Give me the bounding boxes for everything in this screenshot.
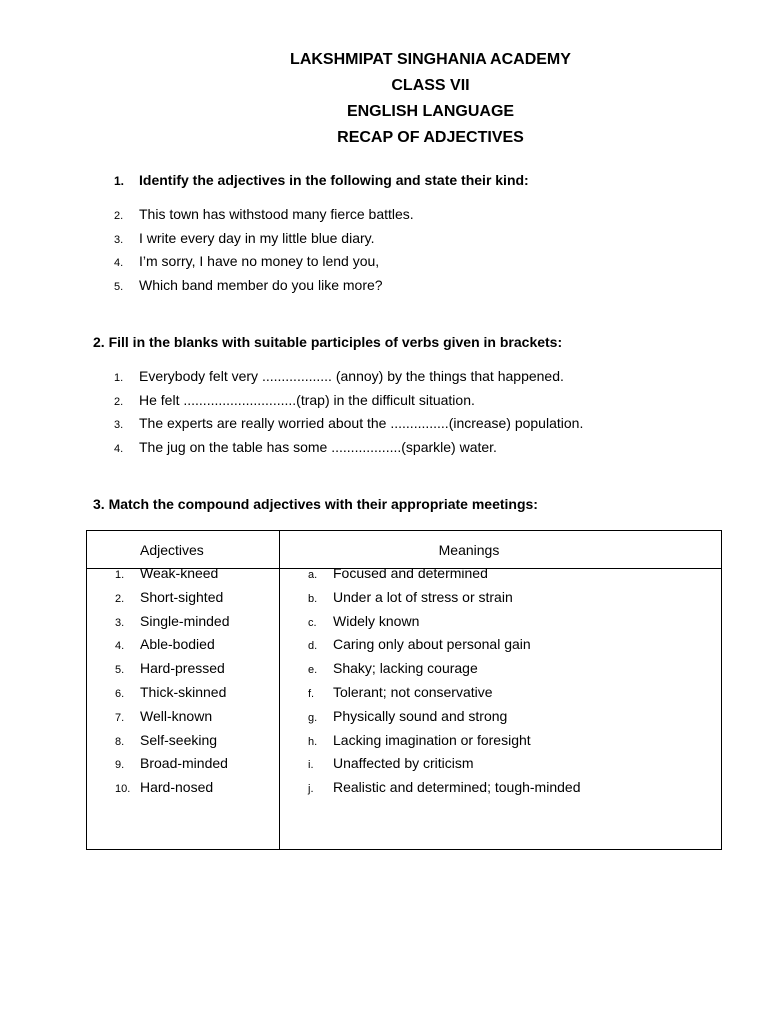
list-item	[114, 436, 583, 460]
table-row	[115, 564, 230, 588]
adjective-text: Self-seeking	[140, 731, 218, 748]
row-number: 10.	[115, 783, 131, 796]
table-row	[308, 635, 580, 659]
row-number: 2.	[115, 592, 125, 605]
table-row	[115, 683, 230, 707]
adjective-text: Hard-nosed	[140, 779, 214, 796]
item-number: 1.	[114, 372, 124, 384]
row-number: 4.	[115, 640, 125, 653]
adjectives-column-header: Adjectives	[140, 542, 204, 558]
adjectives-column	[115, 564, 230, 802]
list-item	[114, 250, 414, 274]
table-row	[308, 778, 580, 802]
row-number: 9.	[115, 759, 125, 772]
list-item	[114, 203, 414, 227]
list-item	[114, 412, 583, 436]
item-number: 5.	[114, 280, 124, 293]
question-1-number: 1.	[114, 174, 125, 188]
adjective-text: Well-known	[140, 707, 213, 724]
table-row	[115, 588, 230, 612]
adjective-text: Weak-kneed	[140, 565, 219, 581]
row-number: 8.	[115, 735, 125, 748]
list-item	[114, 227, 414, 251]
question-3-heading: 3. Match the compound adjectives with their appropriate meetings:	[93, 496, 538, 512]
item-text: Which band member do you like more?	[139, 276, 383, 293]
item-text: The jug on the table has some ..................(sparkle) water.	[139, 438, 497, 455]
meaning-text: Widely known	[333, 612, 420, 629]
question-1-title: Identify the adjectives in the following and state their kind:	[139, 172, 529, 188]
meaning-text: Focused and determined	[333, 565, 488, 581]
meaning-text: Physically sound and strong	[333, 707, 508, 724]
table-row	[115, 612, 230, 636]
row-number: 7.	[115, 711, 125, 724]
adjective-text: Able-bodied	[140, 636, 215, 653]
table-row	[115, 659, 230, 683]
item-number: 2.	[114, 395, 124, 408]
meaning-text: Caring only about personal gain	[333, 636, 531, 653]
document-header	[0, 48, 768, 152]
table-row	[308, 707, 580, 731]
adjective-text: Single-minded	[140, 612, 230, 629]
item-text: This town has withstood many fierce battles.	[139, 206, 414, 222]
row-letter: c.	[308, 616, 317, 629]
question-2-heading: 2. Fill in the blanks with suitable participles of verbs given in brackets:	[93, 334, 563, 350]
list-item	[114, 274, 414, 298]
list-item	[114, 365, 583, 389]
item-number: 3.	[114, 233, 124, 246]
item-number: 4.	[114, 442, 124, 455]
meaning-text: Shaky; lacking courage	[333, 660, 478, 677]
table-row	[308, 683, 580, 707]
adjective-text: Short-sighted	[140, 588, 224, 605]
meaning-text: Tolerant; not conservative	[333, 683, 493, 700]
meaning-text: Under a lot of stress or strain	[333, 588, 513, 605]
table-row	[115, 731, 230, 755]
table-row	[115, 707, 230, 731]
adjective-text: Thick-skinned	[140, 683, 227, 700]
item-text: He felt .............................(trap) in the difficult situation.	[139, 391, 475, 408]
row-number: 5.	[115, 664, 125, 677]
row-letter: g.	[308, 711, 318, 724]
table-row	[308, 564, 580, 588]
column-divider	[279, 531, 280, 849]
row-letter: d.	[308, 640, 318, 653]
item-text: I’m sorry, I have no money to lend you,	[139, 253, 380, 270]
meaning-text: Realistic and determined; tough-minded	[333, 779, 581, 796]
table-row	[308, 659, 580, 683]
school-name: LAKSHMIPAT SINGHANIA ACADEMY	[290, 51, 571, 68]
meanings-column-header: Meanings	[438, 542, 500, 558]
adjective-text: Hard-pressed	[140, 660, 225, 677]
table-row	[308, 588, 580, 612]
table-row	[308, 731, 580, 755]
item-number: 4.	[114, 257, 124, 270]
row-letter: a.	[308, 569, 318, 581]
subject-label: ENGLISH LANGUAGE	[346, 103, 515, 120]
item-text: Everybody felt very .................. (annoy) by the things that happened.	[139, 368, 564, 384]
matching-table	[86, 530, 722, 850]
table-row	[115, 754, 230, 778]
list-item	[114, 389, 583, 413]
item-number: 2.	[114, 210, 124, 222]
meanings-column	[308, 564, 580, 802]
row-number: 1.	[115, 569, 125, 581]
item-text: The experts are really worried about the ...............(increase) population.	[139, 415, 584, 432]
adjective-text: Broad-minded	[140, 755, 228, 772]
item-text: I write every day in my little blue diary.	[139, 229, 375, 246]
row-letter: f.	[308, 687, 315, 700]
question-1-list	[114, 203, 414, 297]
meaning-text: Unaffected by criticism	[333, 755, 474, 772]
row-letter: e.	[308, 664, 318, 677]
row-number: 6.	[115, 687, 125, 700]
class-label: CLASS VII	[391, 77, 470, 94]
row-letter: i.	[308, 759, 314, 772]
table-row	[308, 754, 580, 778]
table-row	[115, 635, 230, 659]
question-2-list	[114, 365, 583, 459]
row-number: 3.	[115, 616, 125, 629]
topic-title: RECAP OF ADJECTIVES	[337, 129, 524, 146]
row-letter: b.	[308, 592, 318, 605]
meaning-text: Lacking imagination or foresight	[333, 731, 531, 748]
row-letter: j.	[308, 783, 314, 796]
table-row	[115, 778, 230, 802]
row-letter: h.	[308, 735, 318, 748]
question-1-heading	[114, 172, 529, 188]
item-number: 3.	[114, 419, 124, 432]
table-row	[308, 612, 580, 636]
